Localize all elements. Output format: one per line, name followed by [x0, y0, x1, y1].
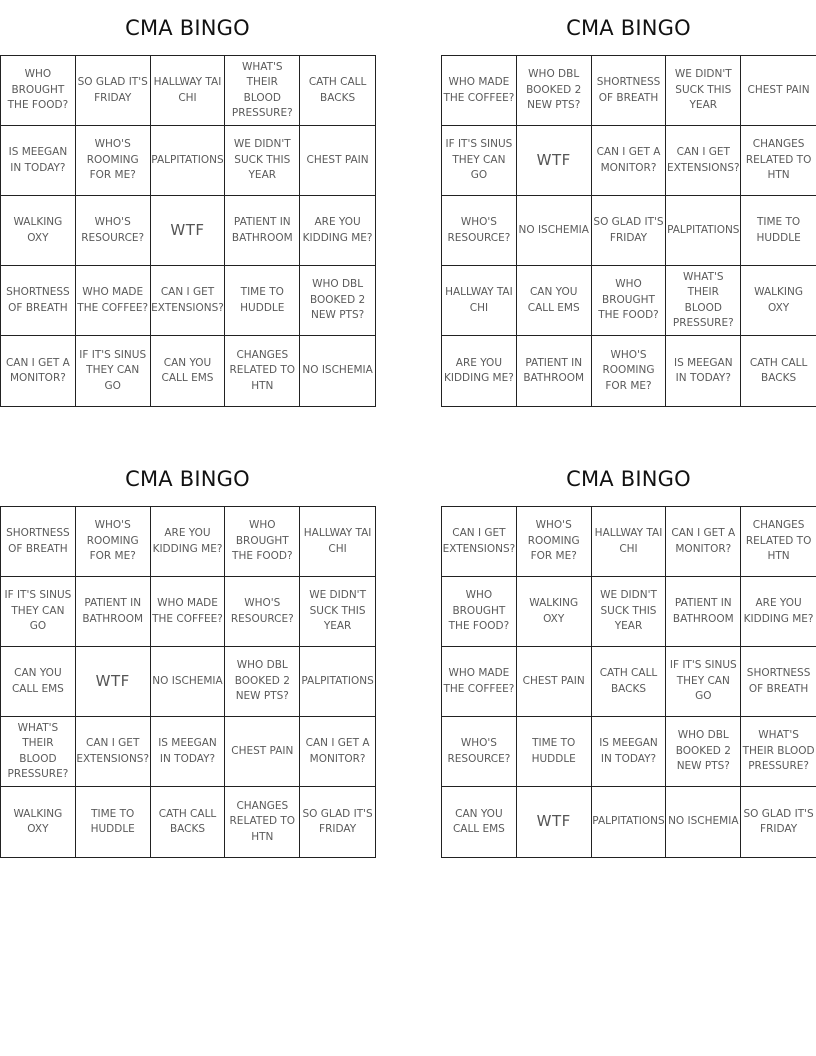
bingo-cell: NO ISCHEMIA: [302, 364, 373, 377]
bingo-cell: ARE YOU KIDDING ME?: [300, 196, 375, 266]
bingo-cell: TIME TO HUDDLE: [225, 266, 300, 336]
bingo-cell: CAN I GET A MONITOR?: [1, 336, 76, 406]
bingo-cell: WHAT'S THEIR BLOOD PRESSURE?: [666, 266, 741, 336]
bingo-cell: IF IT'S SINUS THEY CAN GO: [76, 336, 151, 406]
bingo-cell: CHEST PAIN: [517, 647, 592, 717]
bingo-cell: CATH CALL BACKS: [300, 56, 375, 126]
bingo-grid: [441, 506, 816, 858]
card-title: CMA BINGO: [125, 16, 250, 40]
bingo-cell: WALKING OXY: [741, 266, 816, 336]
bingo-cell: WTF: [517, 126, 592, 196]
bingo-cell: ARE YOU KIDDING ME?: [151, 507, 226, 577]
bingo-grid: [0, 506, 376, 858]
bingo-cell: CAN I GET A MONITOR?: [666, 507, 741, 577]
bingo-cell: IS MEEGAN IN TODAY?: [1, 126, 76, 196]
bingo-cell: IS MEEGAN IN TODAY?: [151, 717, 226, 787]
bingo-cell: WALKING OXY: [1, 787, 76, 857]
bingo-card-2: [441, 0, 816, 407]
bingo-cell: NO ISCHEMIA: [666, 787, 741, 857]
bingo-cell: HALLWAY TAI CHI: [442, 266, 517, 336]
bingo-cell: WHO DBL BOOKED 2 NEW PTS?: [666, 717, 741, 787]
bingo-cell: WHO MADE THE COFFEE?: [76, 266, 151, 336]
bingo-cell: WE DIDN'T SUCK THIS YEAR: [592, 577, 667, 647]
bingo-cell: CAN I GET A MONITOR?: [300, 717, 375, 787]
bingo-cell: WHO MADE THE COFFEE?: [442, 56, 517, 126]
bingo-grid: [441, 55, 816, 407]
bingo-cell: WHO'S RESOURCE?: [442, 196, 517, 266]
bingo-grid: [0, 55, 376, 407]
bingo-cell: WHO BROUGHT THE FOOD?: [592, 266, 667, 336]
bingo-cell: IS MEEGAN IN TODAY?: [592, 717, 667, 787]
bingo-cell: SHORTNESS OF BREATH: [741, 647, 816, 717]
bingo-cell: WHO'S RESOURCE?: [76, 196, 151, 266]
bingo-cell: WTF: [517, 787, 592, 857]
bingo-cell: TIME TO HUDDLE: [741, 196, 816, 266]
bingo-cell: CHANGES RELATED TO HTN: [225, 336, 300, 406]
bingo-cell: CAN I GET EXTENSIONS?: [76, 717, 151, 787]
bingo-cell: IF IT'S SINUS THEY CAN GO: [1, 577, 76, 647]
bingo-cell: CHANGES RELATED TO HTN: [741, 126, 816, 196]
bingo-cell: WALKING OXY: [517, 577, 592, 647]
bingo-cell: TIME TO HUDDLE: [517, 717, 592, 787]
bingo-cell: CHANGES RELATED TO HTN: [741, 507, 816, 577]
bingo-cell: IF IT'S SINUS THEY CAN GO: [666, 647, 741, 717]
bingo-cell: WTF: [151, 196, 226, 266]
bingo-cell: PALPITATIONS: [300, 647, 375, 717]
bingo-cell: CAN YOU CALL EMS: [151, 336, 226, 406]
bingo-cell: PALPITATIONS: [592, 787, 667, 857]
bingo-cell: PATIENT IN BATHROOM: [517, 336, 592, 406]
bingo-cell: ARE YOU KIDDING ME?: [442, 336, 517, 406]
bingo-cell: HALLWAY TAI CHI: [151, 56, 226, 126]
bingo-cell: NO ISCHEMIA: [517, 196, 592, 266]
bingo-cell: CAN I GET EXTENSIONS?: [442, 507, 517, 577]
bingo-cell: HALLWAY TAI CHI: [300, 507, 375, 577]
bingo-cell: CATH CALL BACKS: [592, 647, 667, 717]
bingo-cell: PATIENT IN BATHROOM: [225, 196, 300, 266]
bingo-cell: WHO MADE THE COFFEE?: [151, 577, 226, 647]
bingo-card-1: [0, 0, 375, 407]
bingo-cell: WHO BROUGHT THE FOOD?: [225, 507, 300, 577]
bingo-cell: CATH CALL BACKS: [749, 356, 808, 384]
bingo-cell: WHO'S RESOURCE?: [442, 717, 517, 787]
bingo-cell: CAN I GET EXTENSIONS?: [666, 126, 741, 196]
bingo-cell: IS MEEGAN IN TODAY?: [666, 336, 741, 406]
bingo-cell: ARE YOU KIDDING ME?: [741, 577, 816, 647]
bingo-cell: WHAT'S THEIR BLOOD PRESSURE?: [1, 717, 76, 787]
bingo-cell: SO GLAD IT'S FRIDAY: [743, 807, 814, 835]
bingo-cell: WHO BROUGHT THE FOOD?: [442, 577, 517, 647]
bingo-cell: WHAT'S THEIR BLOOD PRESSURE?: [741, 717, 816, 787]
bingo-cell: CHEST PAIN: [741, 56, 816, 126]
bingo-cell: IF IT'S SINUS THEY CAN GO: [442, 126, 517, 196]
bingo-cell: WE DIDN'T SUCK THIS YEAR: [225, 126, 300, 196]
bingo-cell: WE DIDN'T SUCK THIS YEAR: [300, 577, 375, 647]
bingo-cell: WHAT'S THEIR BLOOD PRESSURE?: [225, 56, 300, 126]
bingo-cell: SO GLAD IT'S FRIDAY: [592, 196, 667, 266]
bingo-cell: PATIENT IN BATHROOM: [666, 577, 741, 647]
card-title: CMA BINGO: [566, 16, 691, 40]
bingo-cell: SO GLAD IT'S FRIDAY: [76, 56, 151, 126]
bingo-cell: PATIENT IN BATHROOM: [76, 577, 151, 647]
card-title: CMA BINGO: [125, 467, 250, 491]
bingo-cell: CAN I GET EXTENSIONS?: [151, 266, 226, 336]
bingo-cell: SO GLAD IT'S FRIDAY: [302, 807, 373, 835]
bingo-cell: WE DIDN'T SUCK THIS YEAR: [666, 56, 741, 126]
bingo-cell: WHO'S ROOMING FOR ME?: [592, 336, 667, 406]
bingo-card-3: [0, 451, 375, 858]
bingo-cell: WHO DBL BOOKED 2 NEW PTS?: [300, 266, 375, 336]
bingo-cell: NO ISCHEMIA: [151, 647, 226, 717]
bingo-cell: WHO BROUGHT THE FOOD?: [1, 56, 76, 126]
bingo-cell: SHORTNESS OF BREATH: [1, 507, 76, 577]
bingo-cell: PALPITATIONS: [151, 126, 226, 196]
bingo-cell: WHO'S ROOMING FOR ME?: [517, 507, 592, 577]
bingo-cell: CAN YOU CALL EMS: [442, 787, 517, 857]
bingo-cell: WHO'S RESOURCE?: [225, 577, 300, 647]
bingo-cell: WHO'S ROOMING FOR ME?: [76, 507, 151, 577]
bingo-cell: WHO MADE THE COFFEE?: [442, 647, 517, 717]
bingo-cell: HALLWAY TAI CHI: [592, 507, 667, 577]
bingo-cell: CATH CALL BACKS: [151, 787, 226, 857]
bingo-cell: TIME TO HUDDLE: [76, 787, 151, 857]
bingo-cell: WALKING OXY: [1, 196, 76, 266]
bingo-cell: CHANGES RELATED TO HTN: [225, 787, 300, 857]
bingo-cell: PALPITATIONS: [666, 196, 741, 266]
bingo-cell: CAN YOU CALL EMS: [517, 266, 592, 336]
bingo-cell: WHO DBL BOOKED 2 NEW PTS?: [517, 56, 592, 126]
bingo-cell: WTF: [76, 647, 151, 717]
bingo-cell: CAN YOU CALL EMS: [1, 647, 76, 717]
bingo-cell: CHEST PAIN: [225, 717, 300, 787]
bingo-cell: WHO DBL BOOKED 2 NEW PTS?: [225, 647, 300, 717]
bingo-cell: SHORTNESS OF BREATH: [592, 56, 667, 126]
bingo-cell: CAN I GET A MONITOR?: [592, 126, 667, 196]
bingo-card-4: [441, 451, 816, 858]
bingo-cell: SHORTNESS OF BREATH: [1, 266, 76, 336]
bingo-cell: CHEST PAIN: [300, 126, 375, 196]
card-title: CMA BINGO: [566, 467, 691, 491]
bingo-cell: WHO'S ROOMING FOR ME?: [76, 126, 151, 196]
